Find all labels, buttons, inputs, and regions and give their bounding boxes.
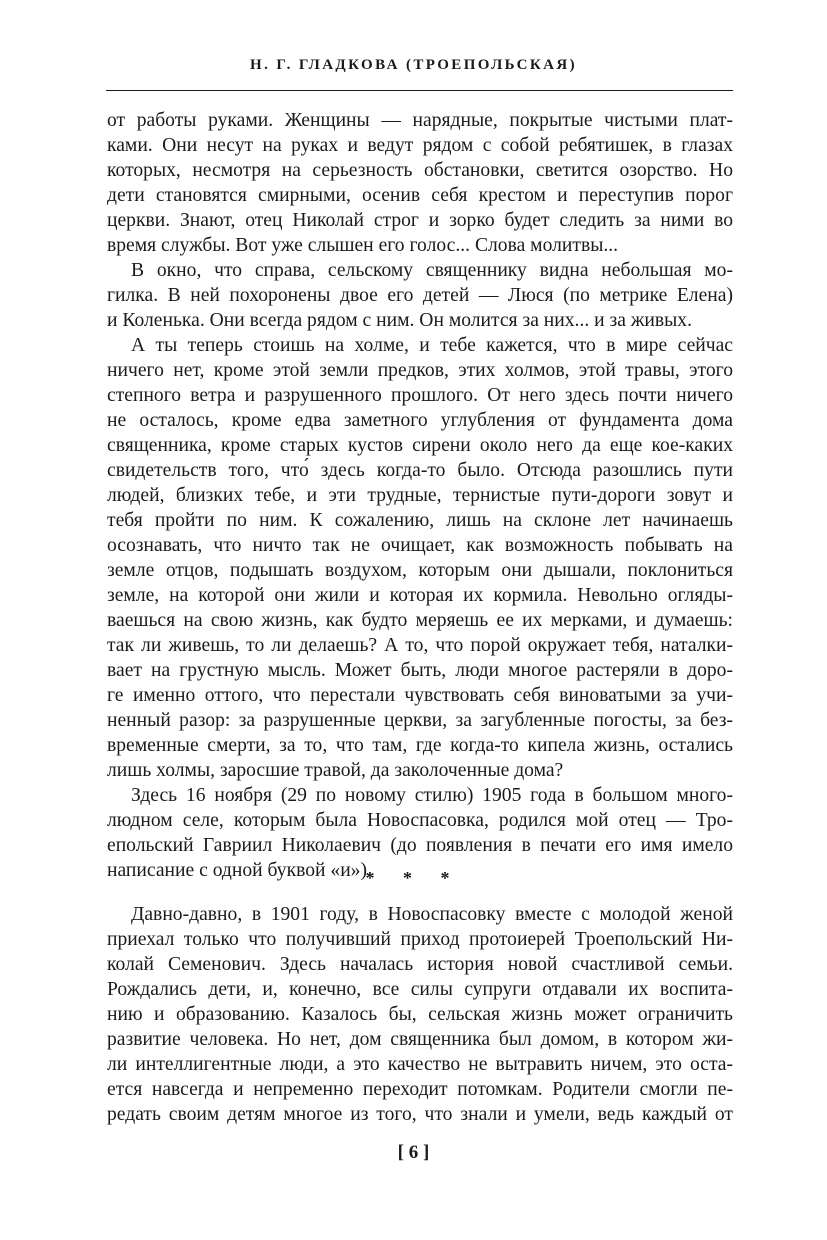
text-line: людей, близких тебе, и эти трудные, тернистые пути-дороги зовут и	[107, 485, 733, 506]
text-line: не осталось, кроме едва заметного углубления от фундамента дома	[107, 410, 733, 431]
text-line: Рождались дети, и, конечно, все силы супруги отдавали их воспита-	[107, 979, 733, 1000]
text-line: время службы. Вот уже слышен его голос... Слова молитвы...	[107, 235, 619, 256]
text-line: епольский Гавриил Николаевич (до появления в печати его имя имело	[107, 835, 733, 856]
running-title: Н. Г. ГЛАДКОВА (ТРОЕПОЛЬСКАЯ)	[250, 57, 577, 73]
text-line: церкви. Знают, отец Николай строг и зорко будет следить за ними во	[107, 210, 733, 231]
text-line: временные смерти, за то, что там, где когда-то кипела жизнь, остались	[107, 735, 733, 756]
text-line: Здесь 16 ноября (29 по новому стилю) 1905 года в большом много-	[131, 785, 733, 806]
text-line: которых, несмотря на серьезность обстановки, светится озорство. Но	[107, 160, 733, 181]
text-line: ге именно оттого, что перестали чувствовать себя виноватыми за учи-	[107, 685, 733, 706]
text-line: развитие человека. Но нет, дом священника был домом, в котором жи-	[107, 1029, 733, 1050]
text-line: ваешься на свою жизнь, как будто меряешь ее их мерками, и думаешь:	[107, 610, 733, 631]
text-line: написание с одной буквой «и»).	[107, 860, 372, 881]
text-line: гилка. В ней похоронены двое его детей — Люся (по метрике Елена)	[107, 285, 733, 306]
text-line: и Коленька. Они всегда рядом с ним. Он молится за них... и за живых.	[107, 310, 692, 331]
text-line: ется навсегда и непременно переходит потомкам. Родители смогли пе-	[107, 1079, 733, 1100]
text-line: А ты теперь стоишь на холме, и тебе кажется, что в мире сейчас	[131, 335, 733, 356]
body-text-section-1	[107, 108, 733, 883]
text-line: от работы руками. Женщины — нарядные, покрытые чистыми плат-	[107, 110, 733, 131]
text-line: людном селе, которым была Новоспасовка, родился мой отец — Тро-	[107, 810, 733, 831]
header-rule	[106, 90, 733, 91]
text-line: так ли живешь, то ли делаешь? А то, что порой окружает тебя, наталки-	[107, 635, 733, 656]
text-line: степного ветра и разрушенного прошлого. От него здесь почти ничего	[107, 385, 733, 406]
text-line: земле отцов, подышать воздухом, которым они дышали, поклониться	[107, 560, 733, 581]
text-line: осознавать, что ничто так не очищает, как возможность побывать на	[107, 535, 733, 556]
text-line: свидетельств того, что́ здесь когда-то было. Отсюда разошлись пути	[107, 460, 733, 481]
text-line: лишь холмы, заросшие травой, да заколоченные дома?	[107, 760, 564, 781]
text-line: вает на грустную мысль. Может быть, люди многое растеряли в доро-	[107, 660, 733, 681]
text-line: земле, на которой они жили и которая их кормила. Невольно огляды-	[107, 585, 733, 606]
text-line: ненный разор: за разрушенные церкви, за загубленные погосты, за без-	[107, 710, 733, 731]
text-line: В окно, что справа, сельскому священнику видна небольшая мо-	[131, 260, 733, 281]
text-line: Давно-давно, в 1901 году, в Новоспасовку вместе с молодой женой	[131, 904, 733, 925]
body-text-section-2	[107, 902, 733, 1127]
text-line: приехал только что получивший приход протоиерей Троепольский Ни-	[107, 929, 733, 950]
section-separator: * * *	[365, 868, 462, 888]
text-line: ли интеллигентные люди, а это качество не вытравить ничем, это оста-	[107, 1054, 733, 1075]
text-line: нию и образованию. Казалось бы, сельская жизнь может ограничить	[107, 1004, 733, 1025]
text-line: ничего нет, кроме этой земли предков, этих холмов, этой травы, этого	[107, 360, 733, 381]
text-line: ками. Они несут на руках и ведут рядом с собой ребятишек, в глазах	[107, 135, 733, 156]
text-line: священника, кроме старых кустов сирени около него да еще кое-каких	[107, 435, 733, 456]
text-line: тебя пройти по ним. К сожалению, лишь на склоне лет начинаешь	[107, 510, 733, 531]
text-line: дети становятся смирными, осенив себя крестом и переступив порог	[107, 185, 733, 206]
page-number: [ 6 ]	[397, 1142, 430, 1163]
text-line: редать своим детям многое из того, что знали и умели, ведь каждый от	[107, 1104, 733, 1125]
text-line: колай Семенович. Здесь началась история новой счастливой семьи.	[107, 954, 733, 975]
